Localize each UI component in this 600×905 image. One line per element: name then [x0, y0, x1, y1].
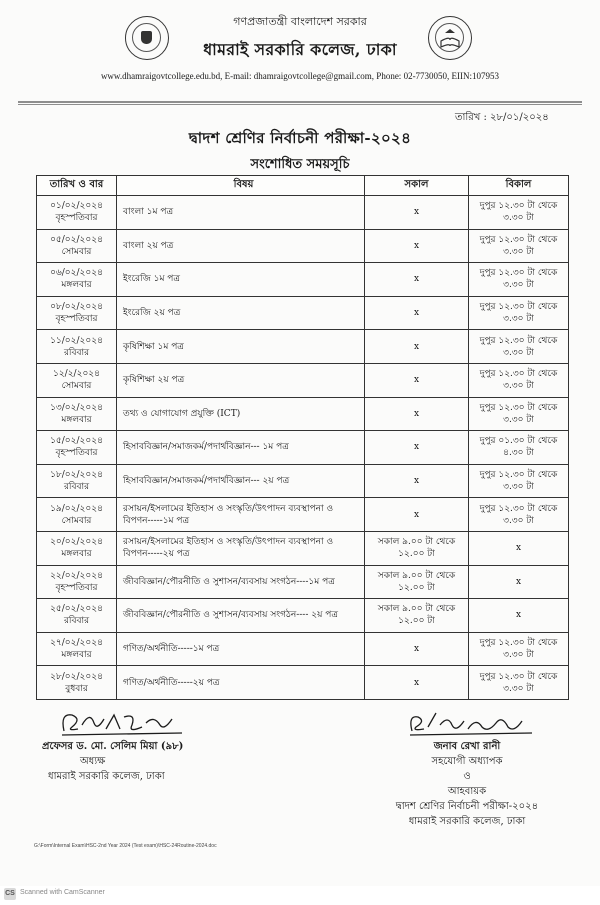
- handwritten-signature: [352, 705, 582, 739]
- row-morning: x: [365, 632, 469, 666]
- government-line: গণপ্রজাতন্ত্রী বাংলাদেশ সরকার: [233, 15, 367, 28]
- row-subject-cell: [117, 330, 365, 364]
- table-row: [37, 431, 569, 465]
- row-subject: গণিত/অর্থনীতি-----১ম পত্র: [123, 644, 220, 655]
- row-afternoon: দুপুর ১২.৩০ টা থেকে ৩.৩০ টা: [469, 666, 569, 700]
- table-row: [37, 565, 569, 599]
- header-date: তারিখ ও বার: [37, 176, 117, 196]
- table-row: [37, 464, 569, 498]
- table-row: [37, 229, 569, 263]
- table-row: [37, 397, 569, 431]
- row-subject-cell: [117, 666, 365, 700]
- row-subject-cell: [117, 263, 365, 297]
- row-subject: রসায়ন/ইসলামের ইতিহাস ও সংস্কৃতি/উৎপাদন ব্যবস্থাপনা ও বিপণন-----১ম পত্র: [123, 503, 334, 526]
- row-morning: x: [365, 263, 469, 297]
- convener-title: সহযোগী অধ্যাপক: [431, 756, 503, 767]
- row-subject-cell: [117, 397, 365, 431]
- row-afternoon: দুপুর ১২.৩০ টা থেকে ৩.৩০ টা: [469, 498, 569, 532]
- row-subject: হিসাববিজ্ঞান/সমাজকর্ম/পদার্থবিজ্ঞান--- ১ম পত্র: [123, 442, 289, 453]
- row-subject-cell: [117, 632, 365, 666]
- row-date: ০৮/০২/২০২৪: [50, 302, 103, 313]
- row-date: ১১/০২/২০২৪: [50, 335, 103, 346]
- row-subject: তথ্য ও যোগাযোগ প্রযুক্তি (ICT): [123, 408, 241, 419]
- row-subject-cell: [117, 431, 365, 465]
- table-row: [37, 296, 569, 330]
- row-morning: x: [365, 666, 469, 700]
- row-date-cell: [37, 229, 117, 263]
- row-subject-cell: [117, 363, 365, 397]
- row-morning: সকাল ৯.০০ টা থেকে ১২.০০ টা: [365, 565, 469, 599]
- schedule-subtitle: সংশোধিত সময়সূচি: [251, 155, 350, 178]
- row-subject-cell: [117, 196, 365, 230]
- row-day: রবিবার: [63, 347, 90, 358]
- scanner-watermark: Scanned with CamScanner: [20, 889, 105, 896]
- row-subject-cell: [117, 296, 365, 330]
- row-day: সোমবার: [61, 381, 92, 392]
- header-morning: সকাল: [365, 176, 469, 196]
- table-row: [37, 330, 569, 364]
- principal-signature-block: [42, 705, 262, 784]
- row-date-cell: [37, 565, 117, 599]
- row-afternoon: দুপুর ১২.৩০ টা থেকে ৩.৩০ টা: [469, 464, 569, 498]
- row-date: ১২/২/২০২৪: [52, 369, 100, 380]
- letterhead: [0, 14, 600, 82]
- convener-signature-block: [352, 705, 582, 829]
- row-subject: জীববিজ্ঞান/পৌরনীতি ও সুশাসন/ব্যবসায় সংগঠন----১ম পত্র: [123, 576, 335, 587]
- row-morning: সকাল ৯.০০ টা থেকে ১২.০০ টা: [365, 531, 469, 565]
- table-row: [37, 599, 569, 633]
- row-morning: x: [365, 296, 469, 330]
- row-morning: x: [365, 363, 469, 397]
- table-row: [37, 498, 569, 532]
- row-day: মঙ্গলবার: [61, 280, 92, 291]
- row-subject: ইংরেজি ১ম পত্র: [123, 274, 181, 285]
- table-row: [37, 632, 569, 666]
- row-date: ১৩/০২/২০২৪: [50, 402, 103, 413]
- row-date: ২৫/০২/২০২৪: [50, 604, 103, 615]
- table-row: [37, 531, 569, 565]
- row-date-cell: [37, 498, 117, 532]
- exam-schedule-table: [36, 175, 569, 700]
- camscanner-icon: CS: [4, 888, 16, 900]
- row-day: মঙ্গলবার: [61, 414, 92, 425]
- row-afternoon: দুপুর ০১.৩০ টা থেকে ৪.৩০ টা: [469, 431, 569, 465]
- row-date-cell: [37, 397, 117, 431]
- row-subject: জীববিজ্ঞান/পৌরনীতি ও সুশাসন/ব্যবসায় সংগঠন---- ২য় পত্র: [123, 610, 338, 621]
- row-date: ০৫/০২/২০২৪: [50, 234, 103, 245]
- row-date-cell: [37, 296, 117, 330]
- row-date: ২৮/০২/২০২৪: [50, 671, 103, 682]
- row-afternoon: দুপুর ১২.৩০ টা থেকে ৩.৩০ টা: [469, 229, 569, 263]
- row-date-cell: [37, 599, 117, 633]
- issue-date: তারিখ : ২৮/০১/২০২৪: [455, 112, 549, 123]
- row-subject: ইংরেজি ২য় পত্র: [123, 308, 181, 319]
- convener-committee: দ্বাদশ শ্রেণির নির্বাচনী পরীক্ষা-২০২৪: [395, 801, 539, 812]
- row-subject-cell: [117, 464, 365, 498]
- contact-line: www.dhamraigovtcollege.edu.bd, E-mail: dhamraigovtcollege@gmail.com, Phone: 02-7730050, EIIN:107953: [100, 71, 500, 81]
- row-day: বৃহস্পতিবার: [55, 448, 98, 459]
- row-subject: রসায়ন/ইসলামের ইতিহাস ও সংস্কৃতি/উৎপাদন ব্যবস্থাপনা ও বিপণন-----২য় পত্র: [123, 537, 334, 560]
- row-subject: কৃষিশিক্ষা ২য় পত্র: [123, 375, 185, 386]
- row-date-cell: [37, 330, 117, 364]
- row-subject: হিসাববিজ্ঞান/সমাজকর্ম/পদার্থবিজ্ঞান--- ২য় পত্র: [123, 476, 290, 487]
- row-morning: x: [365, 464, 469, 498]
- row-morning: x: [365, 196, 469, 230]
- row-day: বৃহস্পতিবার: [55, 314, 98, 325]
- handwritten-signature: [42, 705, 192, 739]
- file-path: G:\Form\Internal Exam\HSC-2nd Year 2024 (Test exam)\HSC-24Routine-2024.doc: [34, 843, 217, 849]
- principal-name: প্রফেসর ড. মো. সেলিম মিয়া (৯৮): [42, 741, 184, 752]
- row-afternoon: x: [469, 599, 569, 633]
- row-afternoon: দুপুর ১২.৩০ টা থেকে ৩.৩০ টা: [469, 632, 569, 666]
- table-row: [37, 363, 569, 397]
- table-row: [37, 196, 569, 230]
- header-afternoon: বিকাল: [469, 176, 569, 196]
- row-subject: বাংলা ১ম পত্র: [123, 207, 174, 218]
- row-date: ২০/০২/২০২৪: [50, 537, 103, 548]
- row-date-cell: [37, 196, 117, 230]
- row-morning: x: [365, 498, 469, 532]
- row-afternoon: দুপুর ১২.৩০ টা থেকে ৩.৩০ টা: [469, 363, 569, 397]
- row-afternoon: দুপুর ১২.৩০ টা থেকে ৩.৩০ টা: [469, 330, 569, 364]
- exam-title: দ্বাদশ শ্রেণির নির্বাচনী পরীক্ষা-২০২৪: [188, 129, 412, 147]
- college-name: ধামরাই সরকারি কলেজ, ঢাকা: [203, 40, 397, 59]
- row-day: বুধবার: [65, 683, 88, 694]
- row-date: ০১/০২/২০২৪: [50, 201, 103, 212]
- header-subject: বিষয়: [117, 176, 365, 196]
- row-afternoon: দুপুর ১২.৩০ টা থেকে ৩.৩০ টা: [469, 196, 569, 230]
- header-divider: [0, 100, 600, 106]
- row-morning: x: [365, 330, 469, 364]
- row-date-cell: [37, 431, 117, 465]
- conjunction-text: ও: [463, 771, 471, 782]
- table-row: [37, 666, 569, 700]
- convener-role: আহবায়ক: [447, 786, 487, 797]
- row-date-cell: [37, 632, 117, 666]
- row-afternoon: দুপুর ১২.৩০ টা থেকে ৩.৩০ টা: [469, 296, 569, 330]
- row-day: রবিবার: [63, 482, 90, 493]
- row-subject: বাংলা ২য় পত্র: [123, 240, 174, 251]
- row-morning: x: [365, 397, 469, 431]
- row-date-cell: [37, 531, 117, 565]
- row-day: বৃহস্পতিবার: [55, 213, 98, 224]
- principal-title: অধ্যক্ষ: [80, 756, 106, 767]
- row-date-cell: [37, 464, 117, 498]
- row-day: মঙ্গলবার: [61, 650, 92, 661]
- row-morning: x: [365, 431, 469, 465]
- row-date: ২৭/০২/২০২৪: [50, 638, 103, 649]
- row-date: ১৫/০২/২০২৪: [50, 436, 103, 447]
- row-morning: x: [365, 229, 469, 263]
- convener-institution: ধামরাই সরকারি কলেজ, ঢাকা: [408, 816, 526, 827]
- row-day: সোমবার: [61, 515, 92, 526]
- row-subject: গণিত/অর্থনীতি-----২য় পত্র: [123, 677, 220, 688]
- row-day: বৃহস্পতিবার: [55, 582, 98, 593]
- row-afternoon: দুপুর ১২.৩০ টা থেকে ৩.৩০ টা: [469, 397, 569, 431]
- table-header-row: [37, 176, 569, 196]
- row-date-cell: [37, 263, 117, 297]
- row-date: ২২/০২/২০২৪: [50, 570, 103, 581]
- row-subject-cell: [117, 565, 365, 599]
- row-afternoon: x: [469, 565, 569, 599]
- row-day: রবিবার: [63, 616, 90, 627]
- row-morning: সকাল ৯.০০ টা থেকে ১২.০০ টা: [365, 599, 469, 633]
- row-subject: কৃষিশিক্ষা ১ম পত্র: [123, 341, 184, 352]
- row-date: ০৬/০২/২০২৪: [50, 268, 103, 279]
- row-subject-cell: [117, 599, 365, 633]
- principal-institution: ধামরাই সরকারি কলেজ, ঢাকা: [48, 771, 165, 782]
- convener-name: জনাব রেখা রানী: [433, 741, 501, 752]
- row-day: সোমবার: [61, 246, 92, 257]
- row-subject-cell: [117, 498, 365, 532]
- row-day: মঙ্গলবার: [61, 549, 92, 560]
- row-afternoon: দুপুর ১২.৩০ টা থেকে ৩.৩০ টা: [469, 263, 569, 297]
- row-date: ১৯/০২/২০২৪: [50, 503, 103, 514]
- row-date-cell: [37, 666, 117, 700]
- row-date: ১৮/০২/২০২৪: [50, 470, 103, 481]
- row-afternoon: x: [469, 531, 569, 565]
- row-subject-cell: [117, 229, 365, 263]
- row-date-cell: [37, 363, 117, 397]
- table-row: [37, 263, 569, 297]
- row-subject-cell: [117, 531, 365, 565]
